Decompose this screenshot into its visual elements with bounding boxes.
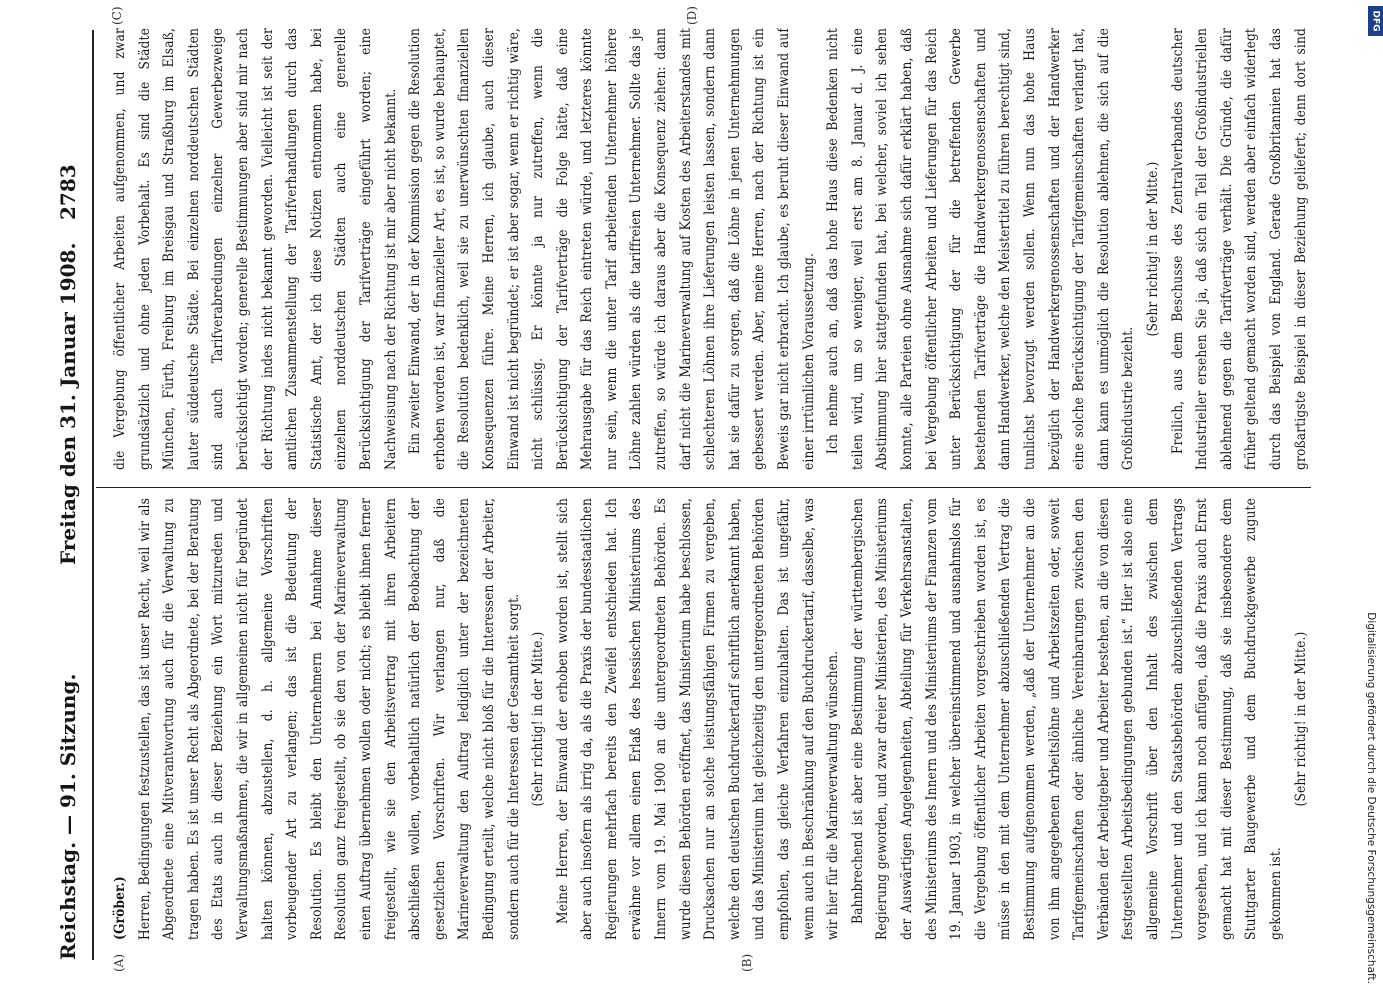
credit-text: Digitalisierung gefördert durch die Deutsche Forschungsgemeinschaft. — [1365, 612, 1377, 984]
paragraph: Freilich, aus dem Beschusse des Zentralverbandes deutscher Industrieller ersehen Sie ja, daß sich ein Teil der Großindustriellen ablehnend gegen die Tarifverträge verhält. Die Gründe, die dafür früher geltend gemacht worden sind, werden aber einfach widerlegt durch das Beispiel von England. Gerade Großbritannien hat das großartigste Beispiel in dieser Beziehung geliefert; denn dort sind — [1169, 28, 1309, 470]
paragraph: Ein zweiter Einwand, der in der Kommission gegen die Resolution erhoben worden ist, war finanzieller Art, es ist, so wurde behauptet, die Resolution bedenklich, weil sie zu unerwünschten finanziellen Konsequenzen führe. Meine Herren, ich glaube, auch dieser Einwand ist nicht begründet; er ist aber sogar, wenn er richtig wäre, nicht schlüssig. Er könnte ja nur zutreffen, wenn die Berücksichtigung der Tarifverträge die Folge hätte, daß eine Mehrausgabe für das Reich eintreten würde, und letzteres könnte nur sein, wenn die unter Tarif arbeitenden Unternehmer höhere Löhne zahlen würden als die tariffreien Unternehmer. Sollte das je zutreffen, so würde ich daraus aber die Konsequenz ziehen: dann darf nicht die Marineverwaltung auf Kosten des Arbeiterstandes mit schlechteren Löhnen ihre Lieferungen leisten lassen, sondern dann hat sie dafür zu sorgen, daß die Löhne in jenen Unternehmungen gebessert werden. Aber, meine Herren, nach der Richtung ist ein Beweis gar nicht erbracht. Ich glaube, es beruht dieser Einwand auf einer irrtümlichen Voraussetzung. — [407, 28, 817, 470]
header-rule — [92, 30, 94, 960]
paragraph: Bahnbrechend ist aber eine Bestimmung der württembergischen Regierung geworden, und zwar dreier Ministerien, des Ministeriums der Auswärtigen Angelegenheiten, Abteilung für Verkehrsanstalten, des Ministeriums des Innern und des Ministeriums der Finanzen vom 19. Januar 1903, in welcher übereinstimmend und ausnahmslos für die Vergebung öffentlicher Arbeiten vorgeschrieben worden ist, es müsse in den mit dem Unternehmer abzuschließenden Vertrag die Bestimmung aufgenommen werden, „daß der Unternehmer an die von ihm angegebenen Arbeitslöhne und Arbeitszeiten oder, soweit Tarifgemeinschaften oder ähnliche Vereinbarungen zwischen den Verbänden der Arbeitgeber und Arbeiter bestehen, an die von diesen festgestellten Arbeitsbedingungen gebunden ist.“ Hier ist also eine allgemeine Vorschrift über den Inhalt des zwischen dem Unternehmer und den Staatsbehörden abzuschließenden Vertrags vorgesehen, und ich kann noch anfügen, daß die Praxis auch Ernst gemacht hat mit dieser Bestimmung, daß sie insbesondere dem Stuttgarter Baugewerbe und dem Buchdruckgewerbe zugute gekommen ist. — [849, 498, 1284, 940]
interjection: (Sehr richtig! in der Mitte.) — [530, 631, 547, 807]
digitization-credit — [1362, 24, 1380, 984]
dfg-logo: DFG — [1368, 6, 1383, 36]
page-header — [50, 20, 90, 960]
interjection: (Sehr richtig! in der Mitte.) — [1292, 631, 1309, 807]
margin-marker-b: (B) — [740, 953, 754, 972]
margin-marker-c: (C) — [110, 6, 124, 25]
header-left: Reichstag. — 91. Sitzung. — [56, 673, 80, 960]
paragraph: Ich nehme auch an, daß das hohe Haus diese Bedenken nicht teilen wird, um so weniger, weil erst am 8. Januar d. J. eine Abstimmung hier stattgefunden hat, bei welcher, soviel ich sehen konnte, alle Parteien ohne Ausnahme sich dafür erklärt haben, daß bei Vergebung öffentlicher Arbeiten und Lieferungen für das Reich unter Berücksichtigung der für die betreffenden Gewerbe bestehenden Tarifverträge die Handwerkergenossenschaften und dann Handwerker, welche den Meistertitel zu führen berechtigt sind, tunlichst bevorzugt werden sollen. Wenn nun das hohe Haus bezüglich der Handwerkergenossenschaften und der Handwerker eine solche Berücksichtigung der Tarifgemeinschaften verlangt hat, dann kann es unmöglich die Resolution ablehnen, die sich auf die Großindustrie bezieht. — [825, 28, 1137, 470]
interjection: (Sehr richtig! in der Mitte.) — [1144, 161, 1161, 337]
paragraph: Meine Herren, der Einwand der erhoben worden ist, stellt sich aber auch insofern als irrig da, als die Praxis der bundesstaatlichen Regierungen mehrfach bereits den Zweifel entschieden hat. Ich erwähne vor allem einen Erlaß des hessischen Ministeriums des Innern vom 19. Mai 1900 an die untergeordneten Behörden. Es wurde diesen Behörden eröffnet, das Ministerium habe beschlossen, Drucksachen nur an solche leistungsfähigen Firmen zu vergeben, welche den deutschen Buchdruckertarif schriftlich anerkannt haben, und das Ministerium hat gleichzeitig den untergeordneten Behörden empfohlen, das gleiche Verfahren einzuhalten. Das ist ungefähr, wenn auch in Beschränkung auf den Buchdruckertarif, dasselbe, was wir hier für die Marineverwaltung wünschen. — [554, 498, 842, 940]
margin-marker-a: (A) — [112, 953, 126, 972]
right-column — [108, 28, 1318, 470]
column-divider — [96, 487, 1311, 488]
left-column — [108, 498, 1318, 940]
paragraph: Herren, Bedingungen festzustellen, das ist unser Recht, weil wir als Abgeordnete eine Mitverantwortung auch für die Verwaltung zu tragen haben. Es ist unser Recht als Abgeordnete, bei der Beratung des Etats auch in dieser Beziehung ein Wort mitzureden und Verwaltungsmaßnahmen, die wir in allgemeinen nicht für begründet halten können, abzustellen, d. h. allgemeine Vorschriften vorbeugender Art zu verlangen; das ist die Bedeutung der Resolution. Es bleibt den Unternehmern bei Annahme dieser Resolution ganz freigestellt, ob sie den von der Marineverwaltung einen Auftrag übernehmen wollen oder nicht; es bleibt ihnen ferner freigestellt, wie sie den Arbeitsvertrag mit ihren Arbeitern abschließen wollen, vorbehaltlich natürlich der Beobachtung der gesetzlichen Vorschriften. Wir verlangen nur, daß die Marineverwaltung den Auftrag lediglich unter der bezeichneten Bedingung erteilt, welche nicht bloß für die Interessen der Arbeiter, sondern auch für die Interessen der Gesamtheit sorgt. — [136, 498, 522, 940]
speaker-name: (Gröber.) — [112, 876, 128, 940]
paragraph — [1313, 498, 1318, 940]
header-date: Freitag den 31. Januar 1908. — [56, 242, 80, 565]
paragraph: die Vergebung öffentlicher Arbeiten aufgenommen, und zwar grundsätzlich und ohne jeden Vorbehalt. Es sind die Städte München, Fürth, Freiburg im Breisgau und Straßburg im Elsaß, lauter süddeutsche Städte. Bei einzelnen norddeutschen Städten sind auch Tarifverabredungen einzelner Gewerbezweige berücksichtigt worden; generelle Bestimmungen aber sind mir nach der Richtung indes nicht bekannt geworden. Vielleicht ist seit der amtlichen Zusammenstellung der Tarifverhandlungen durch das Statistische Amt, der ich diese Notizen entnommen habe, bei einzelnen norddeutschen Städten auch eine generelle Berücksichtigung der Tarifverträge eingeführt worden; eine Nachweisung nach der Richtung ist mir aber nicht bekannt. — [112, 28, 399, 470]
page-number: 2783 — [56, 164, 80, 220]
margin-marker-d: (D) — [685, 6, 699, 25]
